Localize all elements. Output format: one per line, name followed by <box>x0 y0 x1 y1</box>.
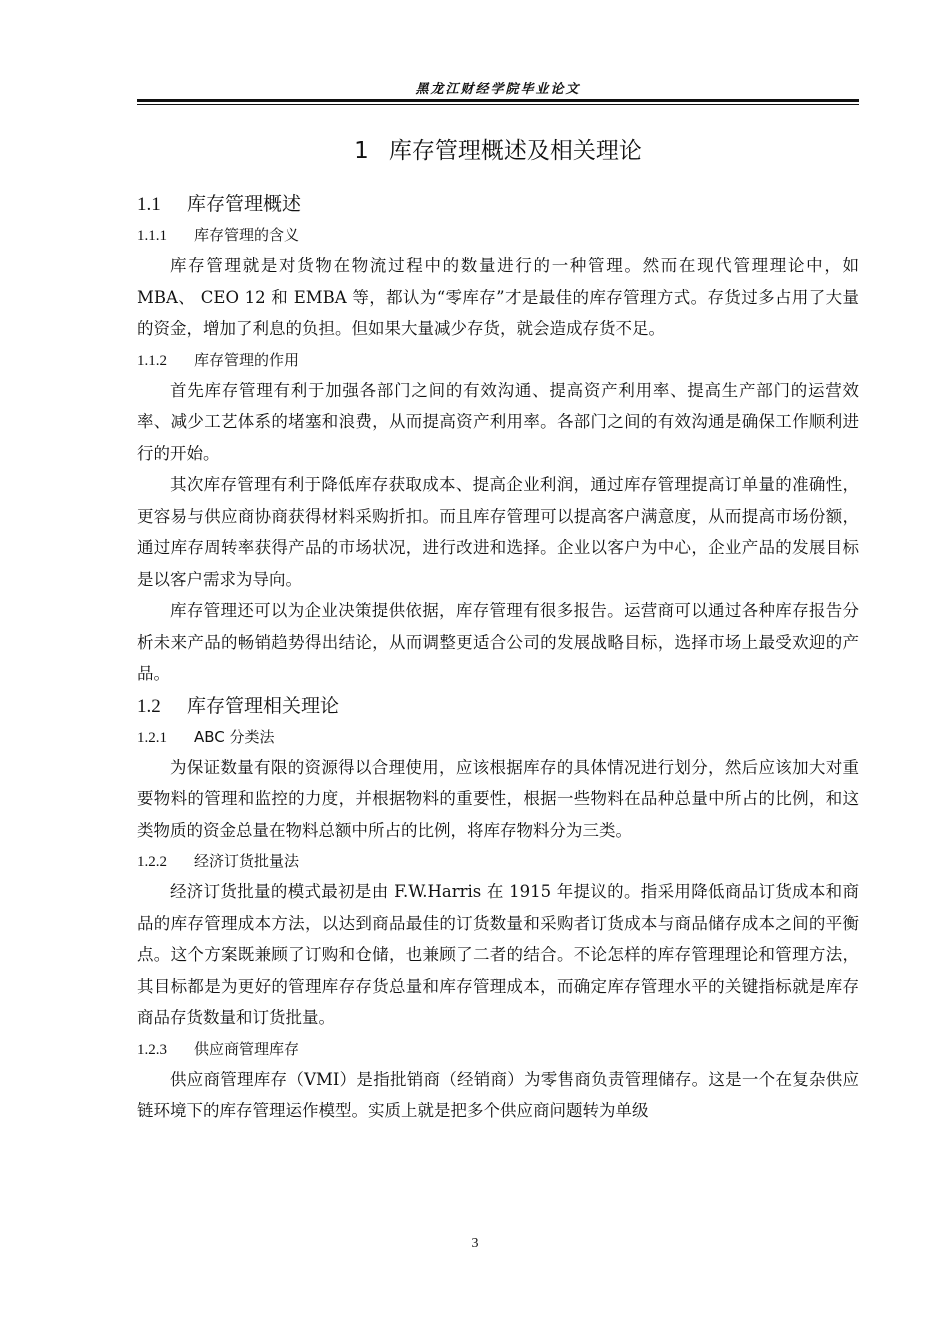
body-paragraph: 库存管理还可以为企业决策提供依据，库存管理有很多报告。运营商可以通过各种库存报告分析未来产品的畅销趋势得出结论，从而调整更适合公司的发展战略目标，选择市场上最受欢迎的产品。 <box>137 601 859 683</box>
chapter-title: 库存管理概述及相关理论 <box>388 138 642 164</box>
section-heading <box>137 690 859 722</box>
body-paragraph: 首先库存管理有利于加强各部门之间的有效沟通、提高资产利用率、提高生产部门的运营效率、减少工艺体系的堵塞和浪费，从而提高资产利用率。各部门之间的有效沟通是确保工作顺利进行的开始。 <box>137 380 859 463</box>
subsection-title: 库存管理的含义 <box>194 226 300 244</box>
chapter-number: 1 <box>354 138 369 164</box>
header-rule-thin <box>137 104 859 105</box>
section-heading <box>137 188 859 220</box>
subsection-heading <box>137 345 859 375</box>
subsection-number: 1.2.3 <box>137 1041 167 1058</box>
subsection-number: 1.2.2 <box>137 854 167 870</box>
page-content <box>137 128 859 1127</box>
subsection-heading <box>137 220 859 250</box>
body-paragraph: 库存管理就是对货物在物流过程中的数量进行的一种管理。然而在现代管理理论中，如 MBA、 CEO 12 和 EMBA 等，都认为“零库存”才是最佳的库存管理方式。存货过多占用了大量的资金，增加了利息的负担。但如果大量减少存货，就会造成存货不足。 <box>137 256 859 338</box>
subsection-number: 1.2.1 <box>137 729 167 746</box>
header-rule-thick <box>137 99 859 102</box>
page-number: 3 <box>471 1236 479 1251</box>
subsection-title: ABC 分类法 <box>194 727 275 746</box>
chapter-heading <box>137 134 859 168</box>
body-paragraph: 为保证数量有限的资源得以合理使用，应该根据库存的具体情况进行划分，然后应该加大对重要物料的管理和监控的力度，并根据物料的重要性，根据一些物料在品种总量中所占的比例，和这类物质的资金总量在物料总额中所占的比例，将库存物料分为三类。 <box>137 757 859 840</box>
subsection-number: 1.1.1 <box>137 228 167 244</box>
body-paragraph: 经济订货批量的模式最初是由 F.W.Harris 在 1915 年提议的。指采用降低商品订货成本和商品的库存管理成本方法，以达到商品最佳的订货数量和采购者订货成本与商品储存成本之间的平衡点。这个方案既兼顾了订购和仓储，也兼顾了二者的结合。不论怎样的库存管理理论和管理方法，其目标都是为更好的管理库存存货总量和库存管理成本，而确定库存管理水平的关键指标就是库存商品存货数量和订货批量。 <box>137 882 859 1027</box>
subsection-title: 供应商管理库存 <box>194 1039 300 1058</box>
subsection-title: 经济订货批量法 <box>194 852 300 870</box>
section-number: 1.2 <box>137 695 161 717</box>
running-header: 黑龙江财经学院毕业论文 <box>415 82 581 97</box>
body-paragraph: 供应商管理库存（VMI）是指批销商（经销商）为零售商负责管理储存。这是一个在复杂供应链环境下的库存管理运作模型。实质上就是把多个供应商问题转为单级 <box>137 1069 859 1120</box>
section-number: 1.1 <box>137 194 161 215</box>
subsection-number: 1.1.2 <box>137 352 167 369</box>
section-title: 库存管理概述 <box>187 193 302 215</box>
body-paragraph: 其次库存管理有利于降低库存获取成本、提高企业利润，通过库存管理提高订单量的准确性，更容易与供应商协商获得材料采购折扣。而且库存管理可以提高客户满意度，从而提高市场份额，通过库存周转率获得产品的市场状况，进行改进和选择。企业以客户为中心，企业产品的发展目标是以客户需求为导向。 <box>137 475 859 589</box>
subsection-heading <box>137 722 859 752</box>
section-title: 库存管理相关理论 <box>187 694 340 717</box>
subsection-title: 库存管理的作用 <box>194 350 300 369</box>
subsection-heading <box>137 846 859 876</box>
subsection-heading <box>137 1034 859 1064</box>
